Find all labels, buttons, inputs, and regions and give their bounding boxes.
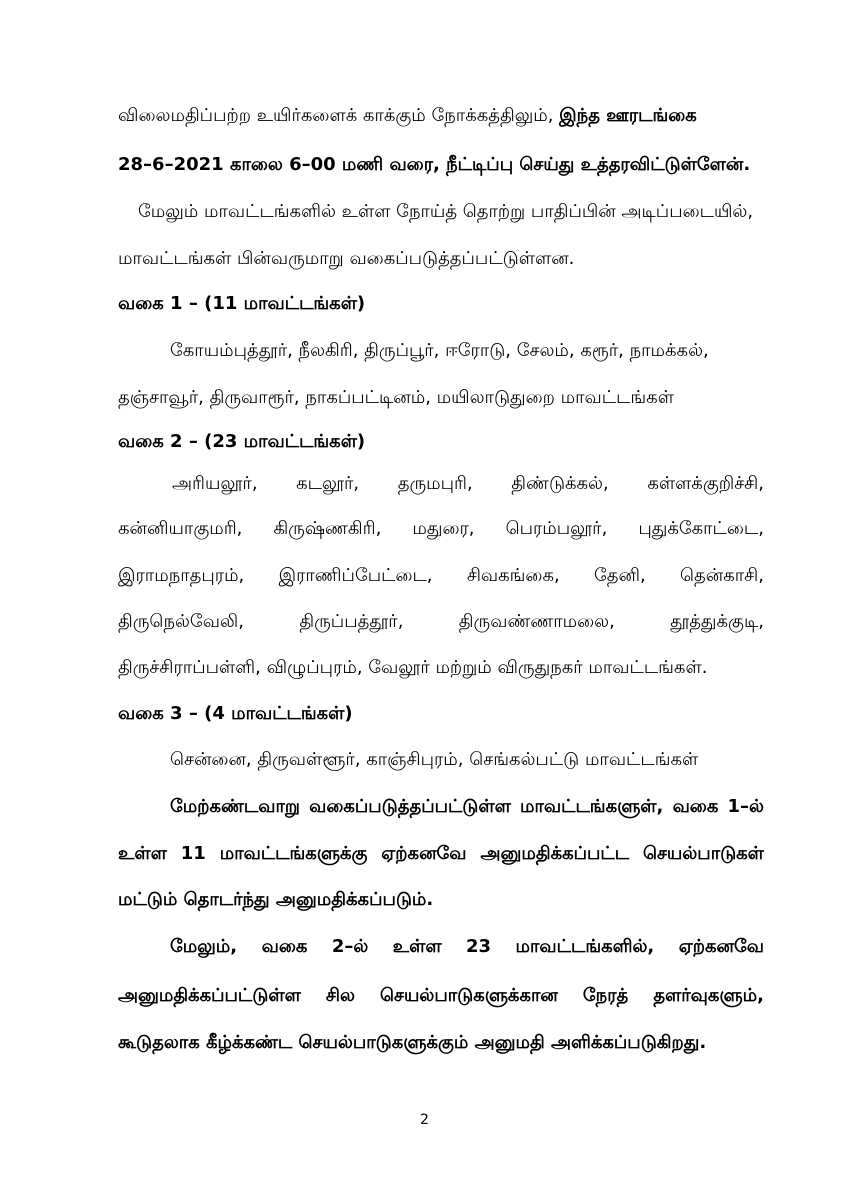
- district-name: கன்னியாகுமரி,: [118, 518, 243, 539]
- district-name: கள்ளக்குறிச்சி,: [647, 473, 764, 494]
- word: அனுமதிக்கப்பட்ட: [480, 843, 630, 864]
- category-3-district-line: சென்னை, திருவள்ளூர், காஞ்சிபுரம், செங்கல்பட்டு மாவட்டங்கள்: [170, 749, 699, 770]
- paragraph-1-line: [170, 795, 764, 819]
- category-2-district-row: [172, 472, 764, 496]
- word: மாவட்டங்களில்,: [515, 936, 655, 957]
- paragraph-2-line: [170, 935, 764, 959]
- district-name: தேனி,: [593, 565, 646, 586]
- category-2-district-line: திருச்சிராப்பள்ளி, விழுப்புரம், வேலூர் மற்றும் விருதுநகர் மாவட்டங்கள்.: [118, 657, 708, 678]
- category-2-district-row: [118, 517, 764, 541]
- district-name: மதுரை,: [412, 518, 475, 539]
- word: மாவட்டங்களுக்கு: [219, 843, 368, 864]
- category-2-district-row: [118, 610, 764, 634]
- word: 11: [180, 843, 206, 864]
- district-name: திருநெல்வேலி,: [118, 611, 244, 632]
- category-1-district-line: கோயம்புத்தூர், நீலகிரி, திருப்பூர், ஈரோடு, சேலம், கரூர், நாமக்கல்,: [170, 340, 709, 361]
- text-line: [138, 200, 753, 224]
- text-line: [118, 153, 750, 177]
- district-name: இராமநாதபுரம்,: [118, 565, 245, 586]
- word: செயல்பாடுகளுக்கான: [379, 985, 558, 1006]
- category-3-heading: வகை 3 – (4 மாவட்டங்கள்): [118, 703, 353, 724]
- category-1-district-line: தஞ்சாவூர், திருவாரூர், நாகப்பட்டினம், மயிலாடுதுறை மாவட்டங்கள்: [118, 387, 674, 408]
- word: ஏற்கனவே: [381, 843, 467, 864]
- text-line: [118, 104, 697, 128]
- district-name: தென்காசி,: [680, 565, 764, 586]
- word: வகைப்படுத்தப்பட்டுள்ள: [309, 796, 511, 817]
- district-name: கடலூர்,: [296, 473, 360, 494]
- text-line: [118, 247, 574, 271]
- category-2-district-row: [118, 564, 764, 588]
- word: அனுமதிக்கப்பட்டுள்ள: [118, 985, 301, 1006]
- paragraph-1-line: [118, 842, 764, 866]
- district-name: திருவண்ணாமலை,: [458, 611, 615, 632]
- word: 1–ல்: [727, 796, 764, 817]
- district-name: அரியலூர்,: [172, 473, 258, 494]
- district-name: சிவகங்கை,: [466, 565, 560, 586]
- word: மாவட்டங்களுள்,: [520, 796, 664, 817]
- district-name: இராணிப்பேட்டை,: [278, 565, 433, 586]
- word: 23: [466, 936, 492, 957]
- word: சில: [325, 985, 355, 1006]
- text-segment-bold: 28–6–2021 காலை 6–00 மணி வரை, நீட்டிப்பு செய்து உத்தரவிட்டுள்ளேன்.: [118, 154, 751, 175]
- category-2-heading: வகை 2 – (23 மாவட்டங்கள்): [118, 431, 366, 452]
- word: வகை: [672, 796, 719, 817]
- paragraph-2-line: கூடுதலாக கீழ்க்கண்ட செயல்பாடுகளுக்கும் அனுமதி அளிக்கப்படுகிறது.: [118, 1032, 707, 1053]
- district-name: கிருஷ்ணகிரி,: [273, 518, 382, 539]
- word: 2–ல்: [331, 936, 369, 957]
- page-number: 2: [420, 1112, 429, 1128]
- word: வகை: [261, 936, 308, 957]
- text-segment: மேலும் மாவட்டங்களில் உள்ள நோய்த் தொற்று பாதிப்பின் அடிப்படையில்,: [138, 201, 754, 222]
- district-name: திண்டுக்கல்,: [511, 473, 609, 494]
- word: ஏற்கனவே: [678, 936, 764, 957]
- district-name: தூத்துக்குடி,: [670, 611, 764, 632]
- district-name: புதுக்கோட்டை,: [638, 518, 764, 539]
- word: செயல்பாடுகள்: [642, 843, 764, 864]
- word: நேரத்: [582, 985, 629, 1006]
- district-name: பெரம்பலூர்,: [505, 518, 608, 539]
- district-name: தருமபுரி,: [397, 473, 473, 494]
- word: உள்ள: [392, 936, 442, 957]
- paragraph-2-line: [118, 984, 764, 1008]
- word: மேற்கண்டவாறு: [170, 796, 300, 817]
- district-name: திருப்பத்தூர்,: [299, 611, 404, 632]
- word: உள்ள: [118, 843, 167, 864]
- word: மேலும்,: [170, 936, 238, 957]
- paragraph-1-line: மட்டும் தொடர்ந்து அனுமதிக்கப்படும்.: [118, 889, 434, 910]
- text-segment: மாவட்டங்கள் பின்வருமாறு வகைப்படுத்தப்பட்டுள்ளன.: [118, 248, 575, 269]
- category-1-heading: வகை 1 – (11 மாவட்டங்கள்): [118, 293, 366, 314]
- text-segment-bold: இந்த ஊரடங்கை: [559, 105, 697, 126]
- text-segment: விலைமதிப்பற்ற உயிர்களைக் காக்கும் நோக்கத்திலும்,: [118, 105, 560, 126]
- word: தளர்வுகளும்,: [653, 985, 764, 1006]
